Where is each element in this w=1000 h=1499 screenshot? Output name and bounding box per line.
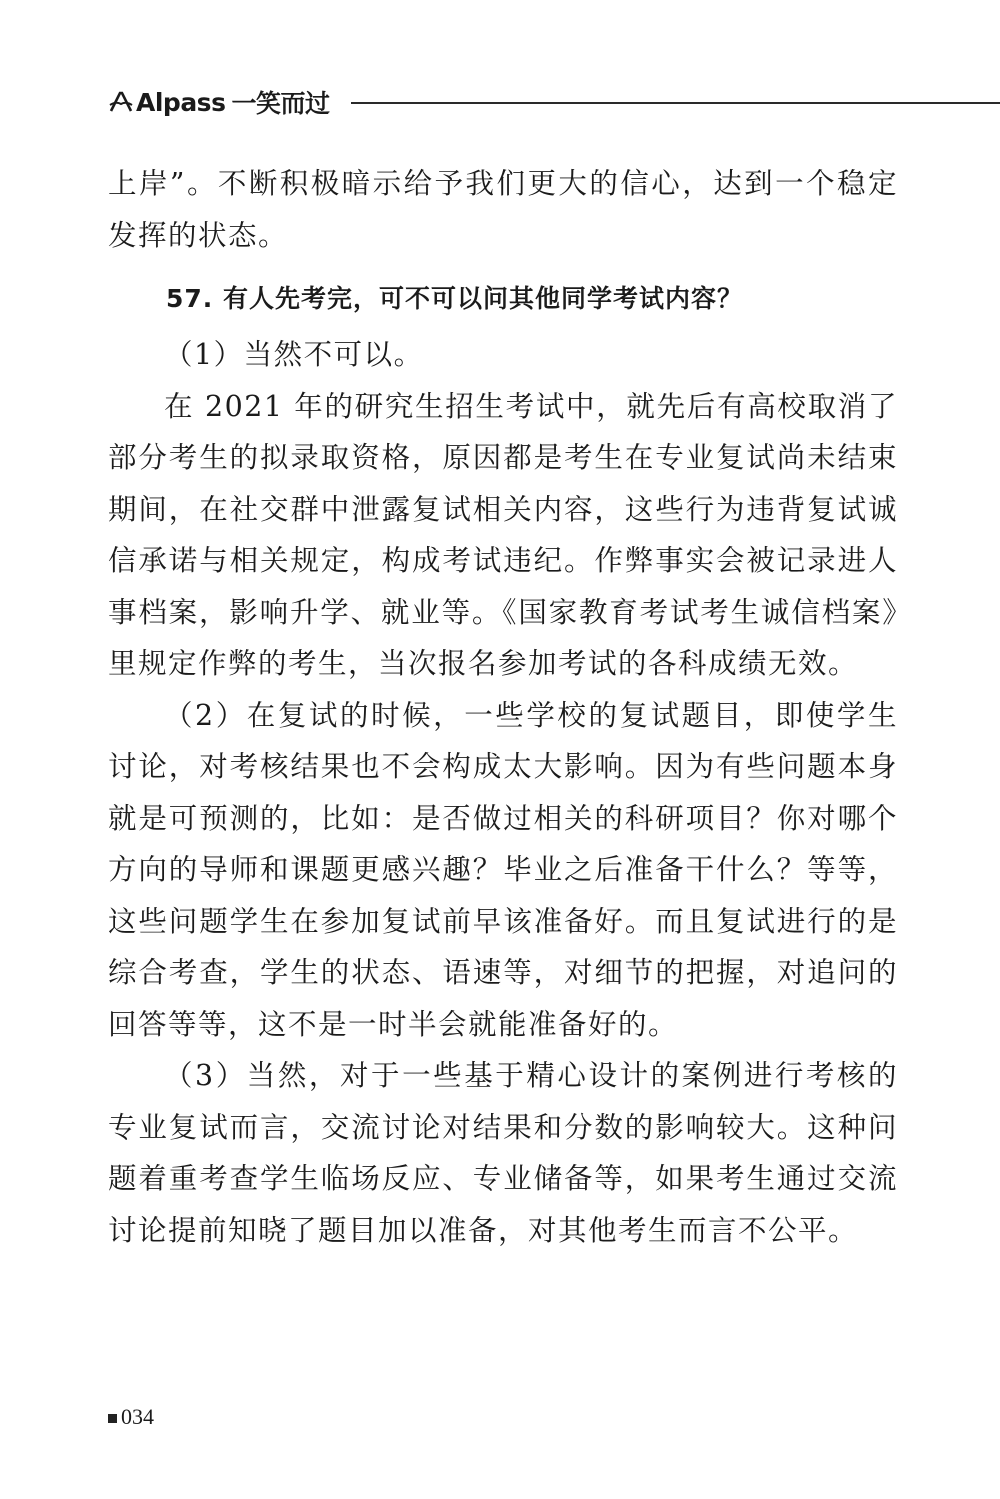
- paragraph-intro: 上岸”。不断积极暗示给予我们更大的信心，达到一个稳定发挥的状态。: [108, 167, 898, 252]
- page-number: 034: [121, 1404, 154, 1429]
- page-body: [108, 158, 898, 1256]
- square-bullet-icon: [108, 1414, 117, 1423]
- brand-name: Alpass: [136, 87, 226, 117]
- answer-3: （3）当然，对于一些基于精心设计的案例进行考核的专业复试而言，交流讨论对结果和分数的影响较大。这种问题着重考查学生临场反应、专业储备等，如果考生通过交流讨论提前知晓了题目加以准备，对其他考生而言不公平。: [108, 1059, 898, 1247]
- answer-2: （2）在复试的时候，一些学校的复试题目，即使学生讨论，对考核结果也不会构成太大影响。因为有些问题本身就是可预测的，比如：是否做过相关的科研项目？你对哪个方向的导师和课题更感兴趣？毕业之后准备干什么？等等，这些问题学生在参加复试前早该准备好。而且复试进行的是综合考查，学生的状态、语速等，对细节的把握，对追问的回答等等，这不是一时半会就能准备好的。: [108, 698, 898, 1041]
- running-header: [108, 84, 1000, 120]
- question-heading: 57. 有人先考完，可不可以问其他同学考试内容？: [166, 284, 743, 313]
- book-logo-icon: [108, 89, 134, 115]
- answer-1-lead: （1）当然不可以。: [164, 338, 424, 371]
- answer-1-body: 在 2021 年的研究生招生考试中，就先后有高校取消了部分考生的拟录取资格，原因都是考生在专业复试尚未结束期间，在社交群中泄露复试相关内容，这些行为违背复试诚信承诺与相关规定，构成考试违纪。作弊事实会被记录进人事档案，影响升学、就业等。《国家教育考试考生诚信档案》里规定作弊的考生，当次报名参加考试的各科成绩无效。: [108, 389, 898, 680]
- header-rule: [351, 102, 1000, 104]
- brand-suffix: 一笑而过: [231, 89, 330, 118]
- page-footer: [108, 1404, 154, 1430]
- brand-logo: [108, 84, 329, 120]
